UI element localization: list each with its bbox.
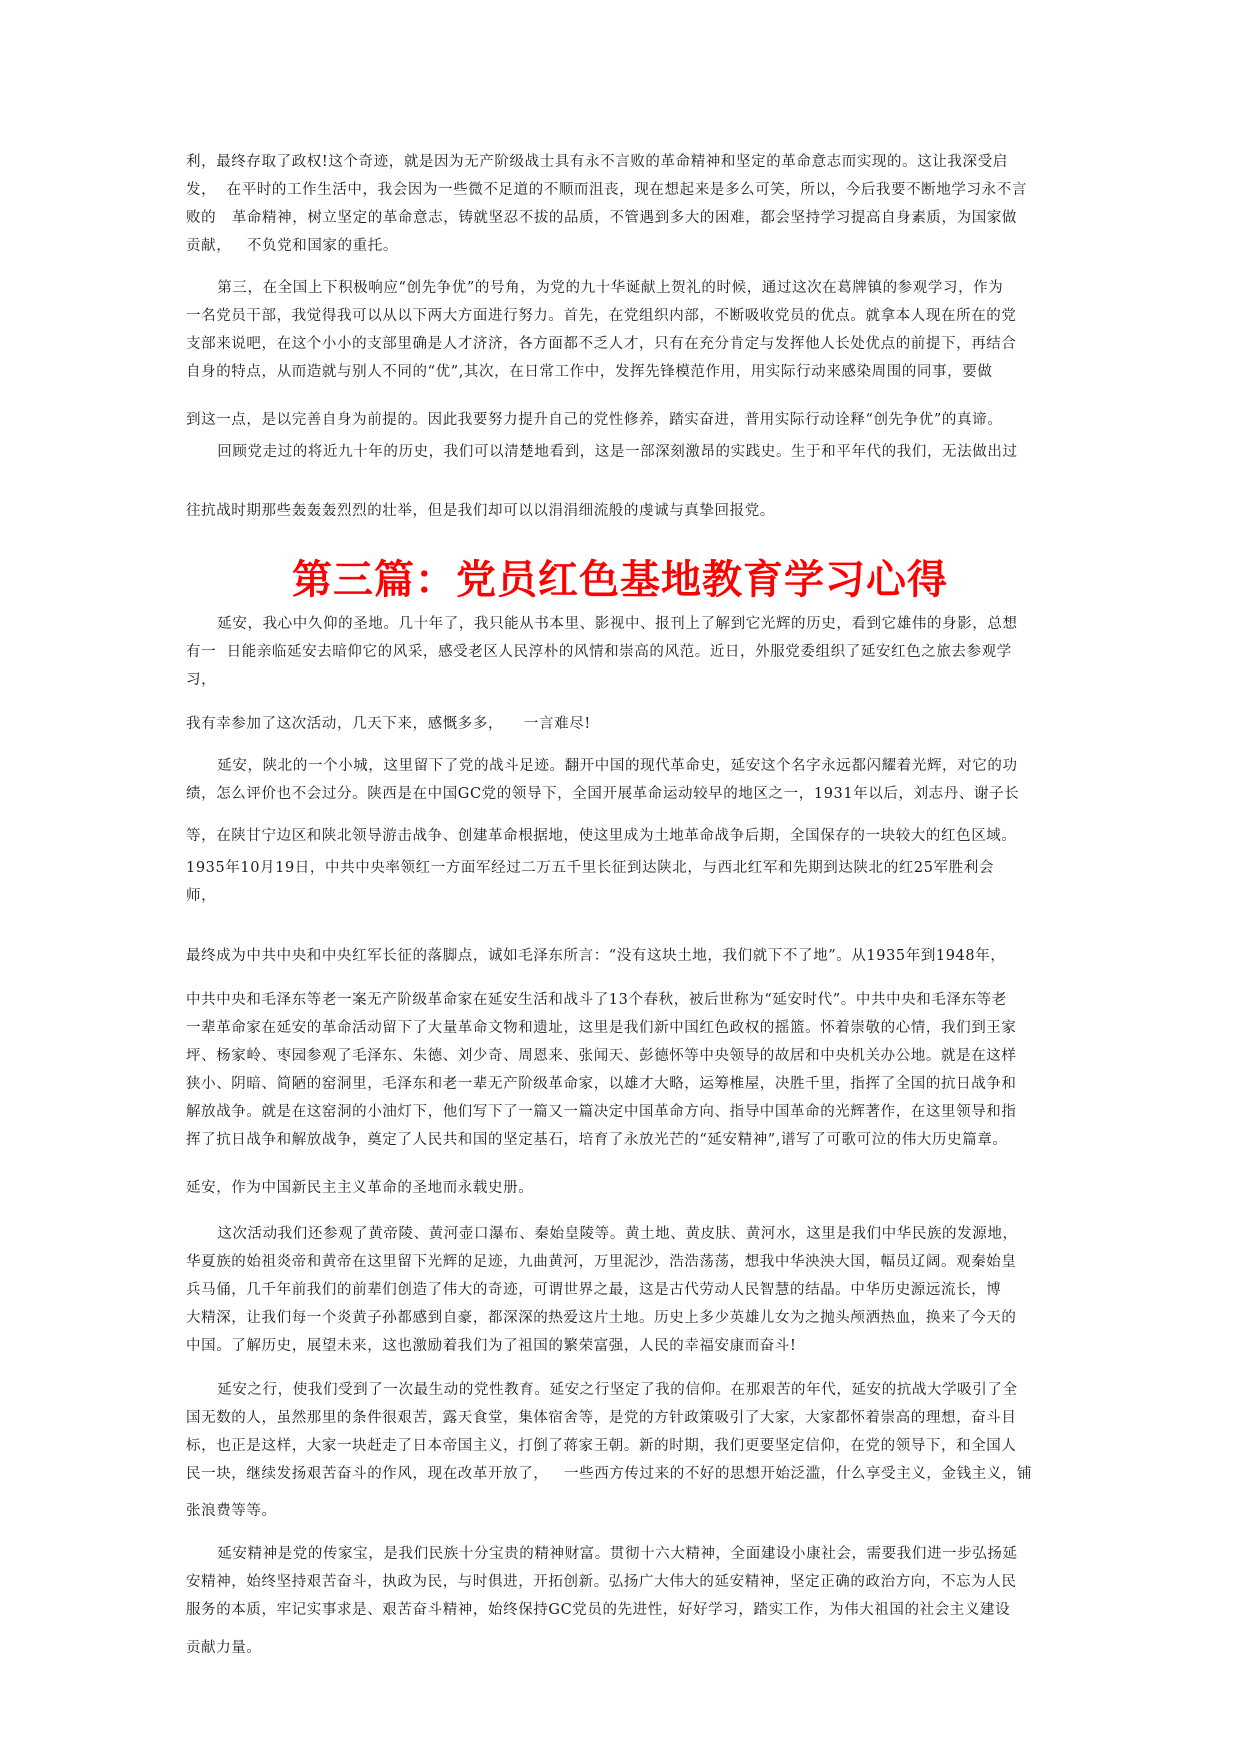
- text-line: 贡献， 不负党和国家的重托。: [186, 238, 398, 254]
- paragraph-2: [186, 274, 1054, 386]
- paragraph-10: [186, 986, 1054, 1154]
- text-line: 往抗战时期那些轰轰轰烈烈的壮举，但是我们却可以以涓涓细流般的虔诚与真挚回报党。: [186, 503, 775, 519]
- text-line: 延安，我心中久仰的圣地。几十年了，我只能从书本里、影视中、报刊上了解到它光辉的历史，看到它雄伟的身影，总想: [186, 616, 1018, 632]
- text-line: 坪、杨家岭、枣园参观了毛泽东、朱德、刘少奇、周恩来、张闻天、彭德怀等中央领导的故居和中央机关办公地。就是在这样: [186, 1048, 1017, 1064]
- paragraph-14: [186, 1497, 1054, 1525]
- paragraph-1: [186, 148, 1054, 260]
- text-line: 狭小、阴暗、简陋的窑洞里，毛泽东和老一辈无产阶级革命家，以雄才大略，运筹椎屋，决胜千里，指挥了全国的抗日战争和: [186, 1076, 1017, 1092]
- paragraph-12: [186, 1220, 1054, 1360]
- text-line: 贡献力量。: [186, 1640, 262, 1656]
- text-line: 延安之行，使我们受到了一次最生动的党性教育。延安之行坚定了我的信仰。在那艰苦的年代，延安的抗战大学吸引了全: [186, 1382, 1018, 1398]
- paragraph-9: [186, 942, 1054, 970]
- text-line: 中国。了解历史，展望未来，这也激励着我们为了祖国的繁荣富强，人民的幸福安康而奋斗!: [186, 1338, 797, 1354]
- paragraph-8: [186, 822, 1054, 910]
- paragraph-13: [186, 1376, 1054, 1488]
- text-line: 华夏族的始祖炎帝和黄帝在这里留下光辉的足迹，九曲黄河，万里泥沙，浩浩荡荡，想我中华泱泱大国，幅员辽阔。观秦始皇: [186, 1254, 1017, 1270]
- text-line: 利，最终存取了政权!这个奇迹，就是因为无产阶级战士具有永不言败的革命精神和坚定的革命意志而实现的。这让我深受启: [186, 154, 1008, 170]
- paragraph-4: [186, 497, 1054, 525]
- text-line: 大精深，让我们每一个炎黄子孙都感到自豪，都深深的热爱这片土地。历史上多少英雄儿女为之抛头颅洒热血，换来了今天的: [186, 1310, 1017, 1326]
- paragraph-6: [186, 710, 1054, 738]
- text-line: 自身的特点，从而造就与别人不同的“优”,其次，在日常工作中，发挥先锋模范作用，用实际行动来感染周围的同事，要做: [186, 364, 993, 380]
- text-line: 败的 革命精神，树立坚定的革命意志，铸就坚忍不拔的品质，不管遇到多大的困难，都会坚持学习提高自身素质，为国家做: [186, 210, 1018, 226]
- text-line: 支部来说吧，在这个小小的支部里确是人才济济，各方面都不乏人才，只有在充分肯定与发挥他人长处优点的前提下，再结合: [186, 336, 1017, 352]
- text-line: 民一块，继续发扬艰苦奋斗的作风，现在改革开放了， 一些西方传过来的不好的思想开始泛滥，什么享受主义，金钱主义，铺: [186, 1466, 1033, 1482]
- text-line: 我有幸参加了这次活动，几天下来，感慨多多， 一言难尽!: [186, 716, 591, 732]
- text-line: 延安，陕北的一个小城，这里留下了党的战斗足迹。翻开中国的现代革命史，延安这个名字永远都闪耀着光辉，对它的功: [186, 758, 1018, 774]
- paragraph-3: [186, 406, 1054, 466]
- text-line: 最终成为中共中央和中央红军长征的落脚点，诚如毛泽东所言：“没有这块土地，我们就下不了地”。从1935年到1948年，: [186, 948, 1006, 964]
- paragraph-7: [186, 752, 1054, 808]
- text-line: 一名党员干部，我觉得我可以从以下两大方面进行努力。首先，在党组织内部，不断吸收党员的优点。就拿本人现在所在的党: [186, 308, 1017, 324]
- text-line: 延安精神是党的传家宝，是我们民族十分宝贵的精神财富。贯彻十六大精神，全面建设小康社会，需要我们进一步弘扬延: [186, 1546, 1018, 1562]
- text-line: 回顾党走过的将近九十年的历史，我们可以清楚地看到，这是一部深刻激昂的实践史。生于和平年代的我们，无法做出过: [186, 444, 1018, 460]
- paragraph-16: [186, 1634, 1054, 1662]
- text-line: 有一 日能亲临延安去暗仰它的风采，感受老区人民淳朴的风情和崇高的风范。近日，外服党委组织了延安红色之旅去参观学: [186, 644, 1012, 660]
- text-line: 张浪费等等。: [186, 1503, 277, 1519]
- text-line: 安精神，始终坚持艰苦奋斗，执政为民，与时俱进，开拓创新。弘扬广大伟大的延安精神，坚定正确的政治方向，不忘为人民: [186, 1574, 1017, 1590]
- text-line: 到这一点，是以完善自身为前提的。因此我要努力提升自己的党性修养，踏实奋进，普用实际行动诠释“创先争优”的真谛。: [186, 412, 1003, 428]
- text-line: 习，: [186, 672, 217, 688]
- paragraph-11: [186, 1174, 1054, 1202]
- text-line: 这次活动我们还参观了黄帝陵、黄河壶口瀑布、秦始皇陵等。黄土地、黄皮肤、黄河水，这里是我们中华民族的发源地，: [186, 1226, 1018, 1242]
- text-line: 兵马俑，几千年前我们的前辈们创造了伟大的奇迹，可谓世界之最，这是古代劳动人民智慧的结晶。中华历史源远流长，博: [186, 1282, 1002, 1298]
- section-title: 第三篇：党员红色基地教育学习心得: [292, 557, 948, 603]
- text-line: 标，也正是这样，大家一块赶走了日本帝国主义，打倒了蒋家王朝。新的时期，我们更要坚定信仰，在党的领导下，和全国人: [186, 1438, 1017, 1454]
- text-line: 师，: [186, 888, 217, 904]
- text-line: 中共中央和毛泽东等老一案无产阶级革命家在延安生活和战斗了13个春秋，被后世称为“延安时代”。中共中央和毛泽东等老: [186, 992, 1007, 1008]
- text-line: 一辈革命家在延安的革命活动留下了大量革命文物和遗址，这里是我们新中国红色政权的摇篮。怀着崇敬的心情，我们到王家: [186, 1020, 1017, 1036]
- text-line: 发， 在平时的工作生活中，我会因为一些微不足道的不顺而沮丧，现在想起来是多么可笑，所以，今后我要不断地学习永不言: [186, 182, 1027, 198]
- text-line: 服务的本质，牢记实事求是、艰苦奋斗精神，始终保持GC党员的先进性，好好学习，踏实工作，为伟大祖国的社会主义建设: [186, 1602, 1011, 1618]
- text-line: 延安，作为中国新民主主义革命的圣地而永载史册。: [186, 1180, 534, 1196]
- paragraph-15: [186, 1540, 1054, 1624]
- text-line: 国无数的人，虽然那里的条件很艰苦，露天食堂，集体宿舍等，是党的方针政策吸引了大家，大家都怀着崇高的理想，奋斗目: [186, 1410, 1017, 1426]
- text-line: 第三，在全国上下积极响应“创先争优”的号角，为党的九十华诞献上贺礼的时候，通过这次在葛牌镇的参观学习，作为: [186, 280, 1004, 296]
- text-line: 等，在陕甘宁边区和陕北领导游击战争、创建革命根据地，使这里成为土地革命战争后期，全国保存的一块较大的红色区域。: [186, 828, 1017, 844]
- text-line: 解放战争。就是在这窑洞的小油灯下，他们写下了一篇又一篇决定中国革命方向、指导中国革命的光辉著作，在这里领导和指: [186, 1104, 1017, 1120]
- text-line: 绩，怎么评价也不会过分。陕西是在中国GC党的领导下，全国开展革命运动较早的地区之一，1931年以后，刘志丹、谢子长: [186, 786, 1020, 802]
- text-line: 1935年10月19日，中共中央率领红一方面军经过二万五千里长征到达陕北，与西北红军和先期到达陕北的红25军胜利会: [186, 860, 994, 876]
- text-line: 挥了抗日战争和解放战争，奠定了人民共和国的坚定基石，培育了永放光芒的“延安精神”,谱写了可歌可泣的伟大历史篇章。: [186, 1132, 1008, 1148]
- paragraph-5: [186, 610, 1054, 694]
